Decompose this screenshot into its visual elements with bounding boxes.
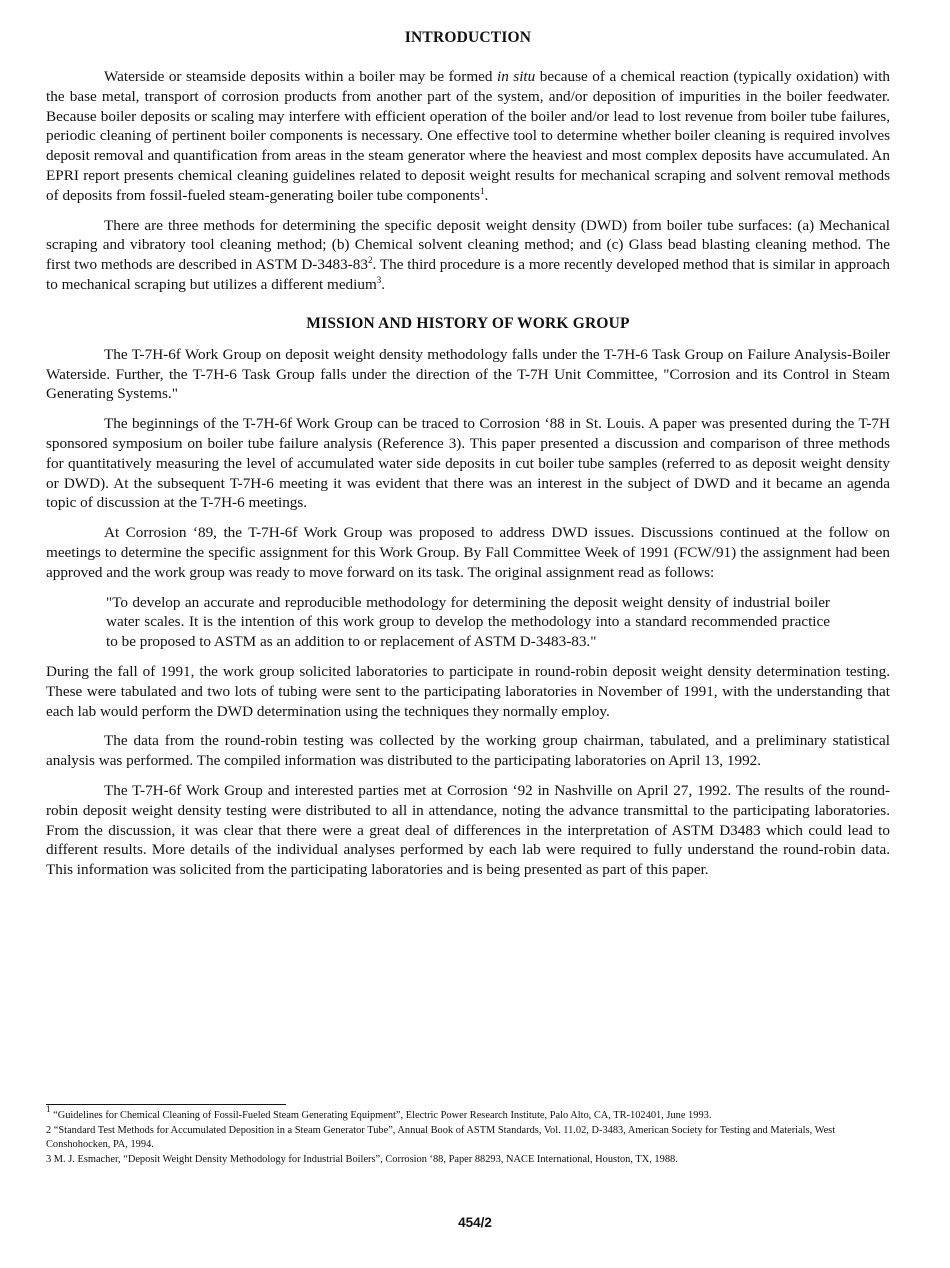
- intro-p1-text-a: Waterside or steamside deposits within a boiler may be formed: [104, 68, 497, 85]
- footnote-ref-3: 3: [376, 274, 382, 285]
- footnote-1-mark: 1: [46, 1104, 51, 1114]
- footnote-2: 2 “Standard Test Methods for Accumulated Deposition in a Steam Generator Tube”, Annual Book of ASTM Standards, Vol. 11.02, D-3483, American Society for Testing and Materials, West Conshohocken, PA, 1994.: [46, 1124, 836, 1151]
- footnote-divider: [46, 1104, 286, 1105]
- footnote-3: 3 M. J. Esmacher, “Deposit Weight Density Methodology for Industrial Boilers”, Corrosion ‘88, Paper 88293, NACE International, Houston, TX, 1988.: [46, 1153, 678, 1165]
- introduction-paragraph-1: [46, 67, 890, 206]
- intro-p1-in-situ: in situ: [496, 68, 536, 85]
- mission-paragraph-3: At Corrosion ‘89, the T-7H-6f Work Group was proposed to address DWD issues. Discussions continued at the follow on meetings to determine the specific assignment for this Work Group. By Fall Committee Week of 1991 (FCW/91) the assignment had been approved and the work group was ready to move forward on its task. The original assignment read as follows:: [46, 524, 890, 581]
- intro-p2-text-a: There are three methods for determining the specific deposit weight density (DWD) from boiler tube surfaces: (a) Mechanical scraping and vibratory tool cleaning method; (b) Chemical solvent cleaning method; and (c) Glass bead blasting cleaning method. The first two methods are described in ASTM D-3483-83: [46, 216, 890, 274]
- mission-paragraph-6: The T-7H-6f Work Group and interested parties met at Corrosion ‘92 in Nashville on April 27, 1992. The results of the round-robin deposit weight density testing were distributed to all in attendance, noting the advance transmittal to the participating laboratories. From the discussion, it was clear that there were a great deal of differences in the interpretation of ASTM D3483 which could lead to different results. More details of the individual analyses performed by each lab were required to fully understand the round-robin data. This information was solicited from the participating laboratories and is being presented as part of this paper.: [46, 781, 890, 879]
- footnotes: [46, 1104, 890, 1167]
- intro-p2-end: .: [381, 275, 386, 293]
- mission-paragraph-1: The T-7H-6f Work Group on deposit weight density methodology falls under the T-7H-6 Task Group on Failure Analysis-Boiler Waterside. Further, the T-7H-6 Task Group falls under the direction of the T-7H Unit Committee, "Corrosion and its Control in Steam Generating Systems.": [46, 345, 890, 403]
- assignment-quote: "To develop an accurate and reproducible methodology for determining the deposit weight density of industrial boiler water scales. It is the intention of this work group to develop the methodology into a standard recommended practice to be proposed to ASTM as an addition to or replacement of ASTM D-3483-83.": [106, 593, 830, 651]
- introduction-heading: INTRODUCTION: [404, 29, 532, 46]
- footnote-1-text: “Guidelines for Chemical Cleaning of Fossil-Fueled Steam Generating Equipment”, Electric Power Research Institute, Palo Alto, CA, TR-102401, June 1993.: [50, 1110, 712, 1121]
- mission-paragraph-5: The data from the round-robin testing was collected by the working group chairman, tabulated, and a preliminary statistical analysis was performed. The compiled information was distributed to the participating laboratories on April 13, 1992.: [46, 732, 890, 770]
- mission-paragraph-4: During the fall of 1991, the work group solicited laboratories to participate in round-robin deposit weight density determination testing. These were tabulated and two lots of tubing were sent to the participating laboratories in November of 1991, with the understanding that each lab would perform the DWD determination using the techniques they normally employ.: [46, 662, 890, 720]
- page-number: 454/2: [458, 1215, 492, 1230]
- footnote-1: [46, 1104, 890, 1124]
- footnote-ref-2: 2: [368, 255, 373, 266]
- footnote-ref-1: 1: [480, 185, 485, 196]
- introduction-paragraph-2: [46, 216, 890, 295]
- intro-p2-text-b: . The third procedure is a more recently developed method that is similar in approach to mechanical scraping but utilizes a different medium: [46, 256, 890, 293]
- intro-p1-text-b: because of a chemical reaction (typically oxidation) with the base metal, transport of corrosion products from another part of the system, and/or deposition of impurities in the boiler feedwater. Because boiler deposits or scaling may interfere with efficient operation of the boiler and/or lead to lost revenue from boiler tube failures, periodic cleaning of pertinent boiler components is necessary. One effective tool to determine whether boiler cleaning is required involves deposit removal and quantification from areas in the steam generator where the heaviest and most complex deposits have accumulated. An EPRI report presents chemical cleaning guidelines related to deposit weight results for mechanical scraping and solvent removal methods of deposits from fossil-fueled steam-generating boiler tube components: [46, 68, 891, 204]
- document-page: [46, 0, 890, 890]
- mission-paragraph-2: The beginnings of the T-7H-6f Work Group can be traced to Corrosion ‘88 in St. Louis. A paper was presented during the T-7H sponsored symposium on boiler tube failure analysis (Reference 3). This paper presented a discussion and comparison of three methods for quantitatively measuring the level of accumulated water side deposits in cut boiler tube samples (referred to as deposit weight density or DWD). At the subsequent T-7H-6 meeting it was evident that there was an interest in the subject of DWD and it became an agenda topic of discussion at the T-7H-6 meetings.: [46, 415, 890, 512]
- intro-p1-end: .: [484, 186, 489, 204]
- mission-heading: MISSION AND HISTORY OF WORK GROUP: [306, 314, 630, 332]
